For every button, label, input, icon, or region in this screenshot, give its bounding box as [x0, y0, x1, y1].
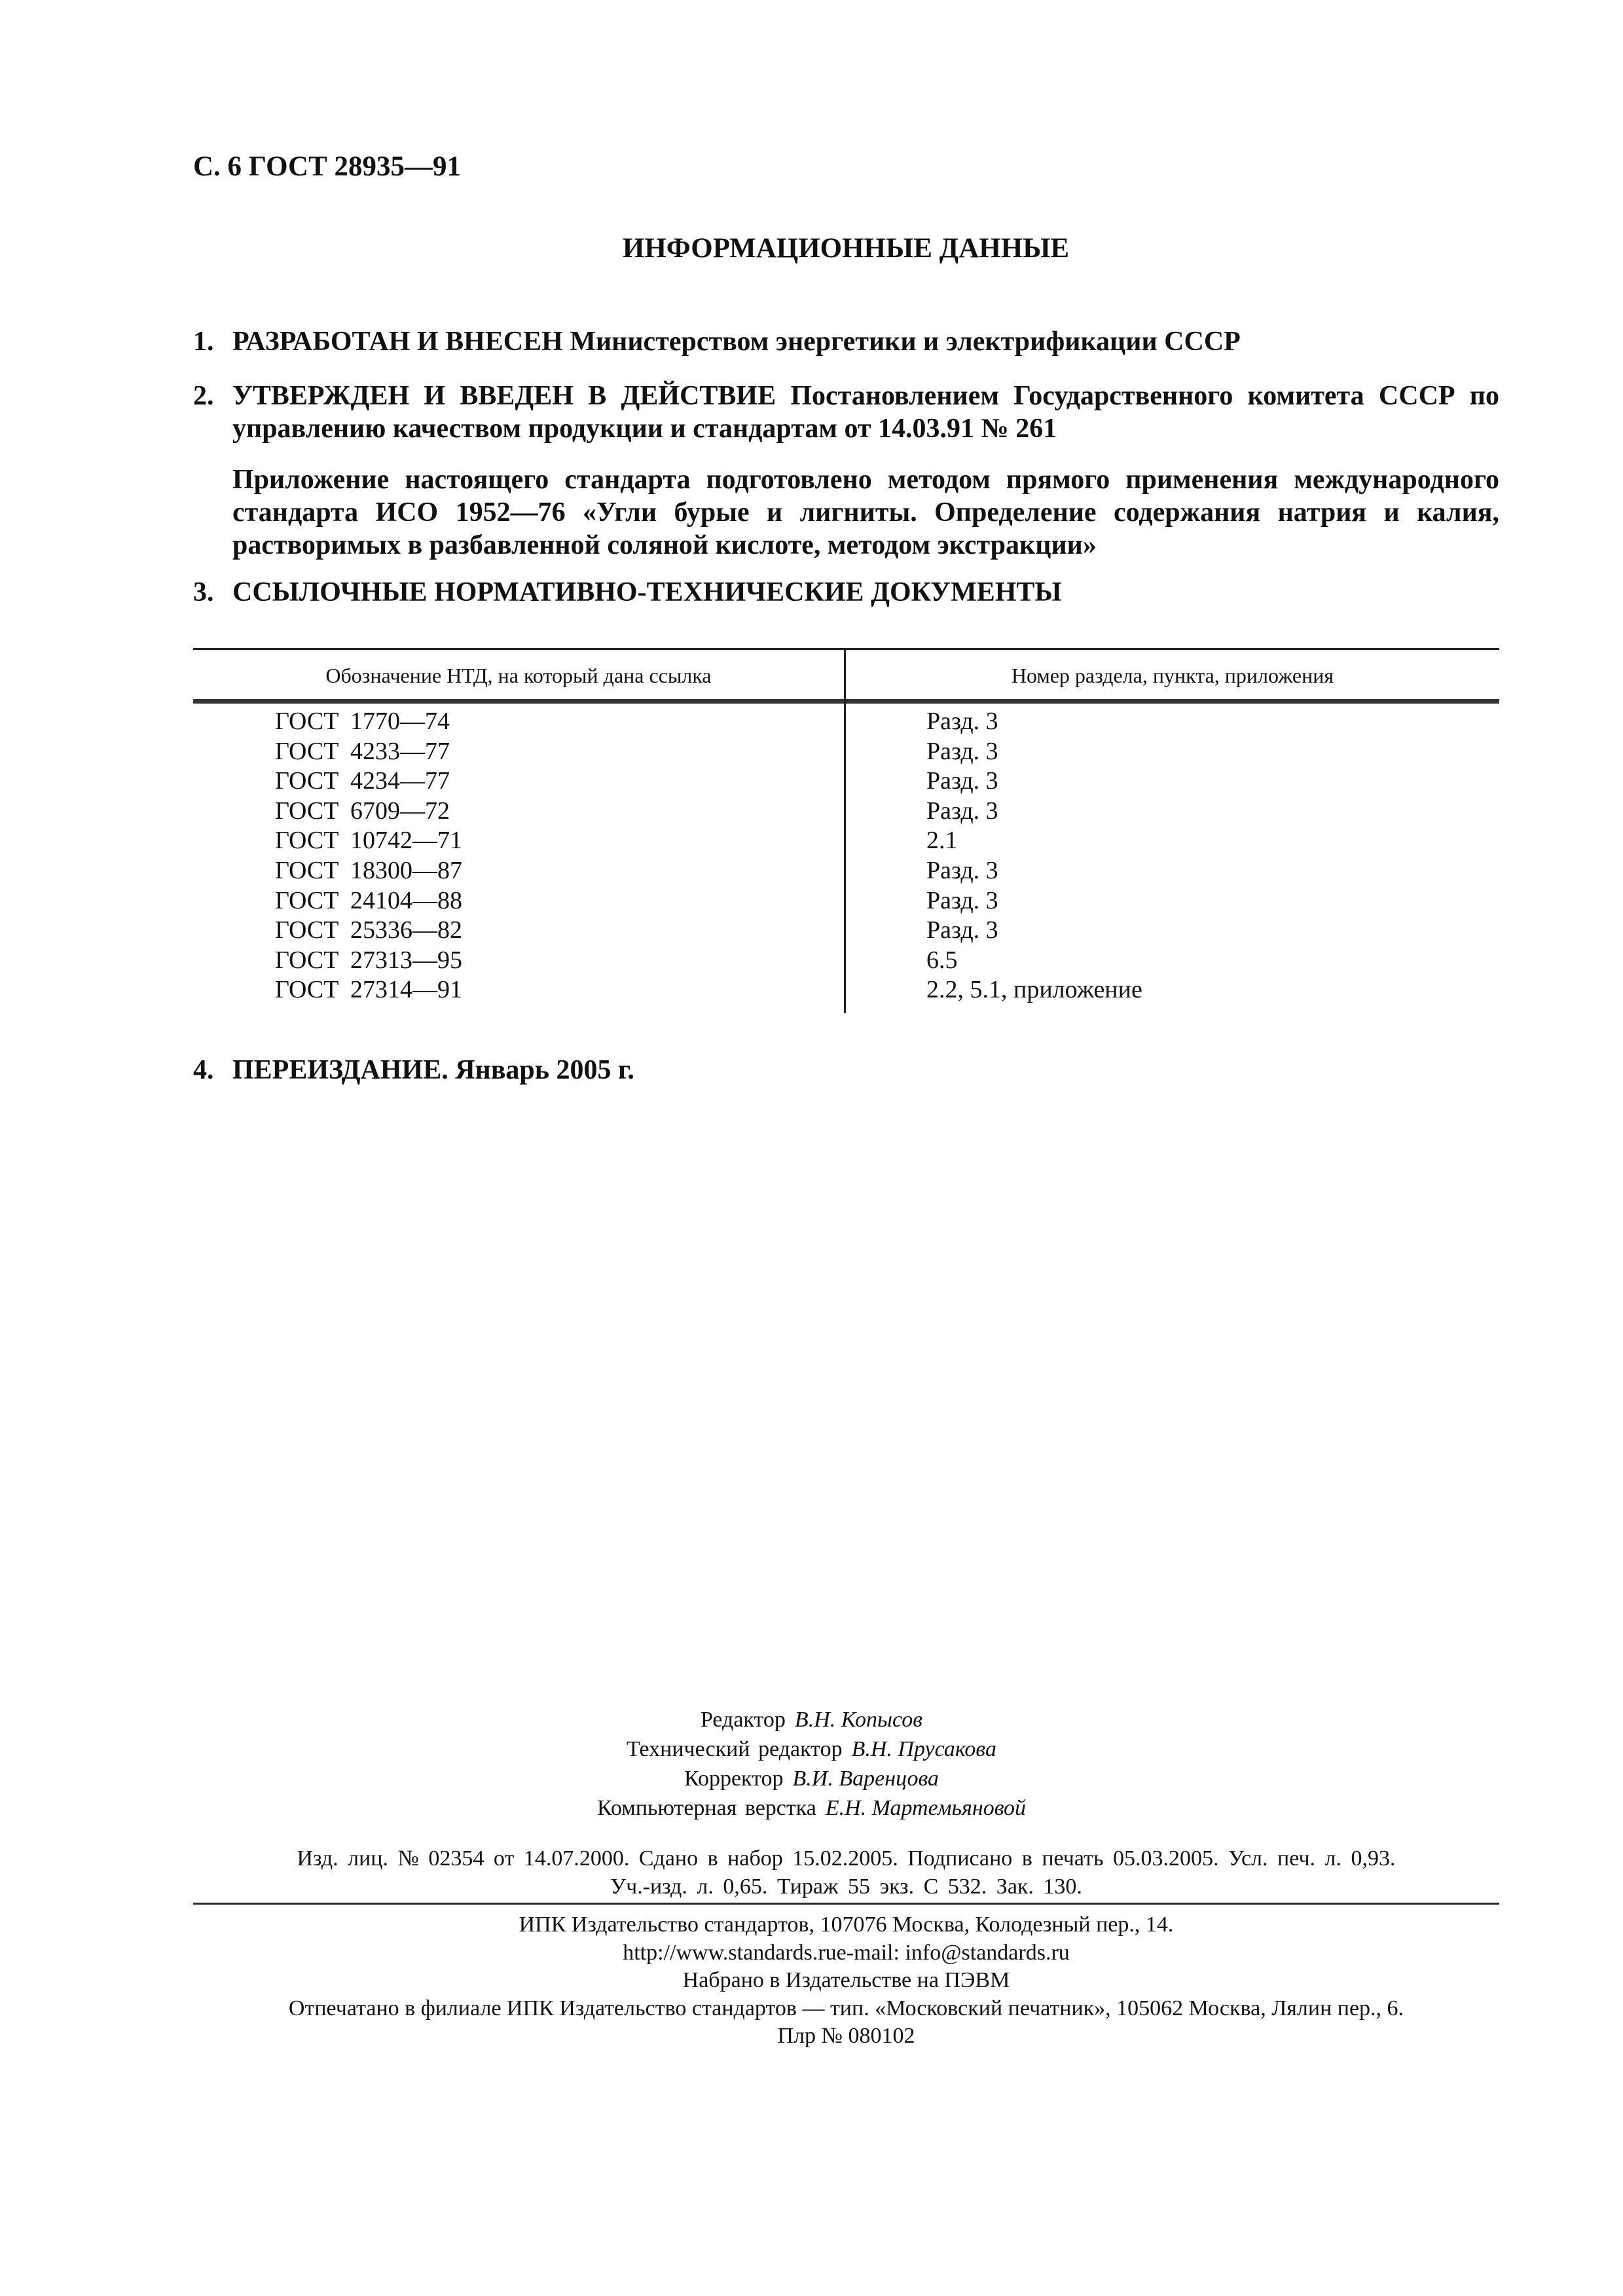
table-cell-section: Разд. 3 [926, 856, 998, 884]
appendix-note: Приложение настоящего стандарта подготовлено методом прямого применения международного стандарта ИСО 1952—76 «Угли бурые и лигниты. Определение содержания натрия и калия, растворимых в разбавленной соляной кислоте, методом экстракции» [232, 465, 1499, 560]
item-number: 4. [193, 1055, 214, 1085]
table-row [193, 856, 1499, 886]
table-cell-section: 2.1 [926, 827, 958, 855]
info-item-references [193, 576, 1503, 609]
credit-person: Е.Н. Мартемьяновой [825, 1796, 1027, 1820]
credit-line [0, 1764, 1623, 1793]
table-header-rule [193, 699, 1499, 704]
credit-line [0, 1734, 1623, 1764]
publication-info [193, 1844, 1499, 1901]
item-number: 3. [193, 577, 214, 607]
credit-role: Корректор [684, 1767, 784, 1791]
table-cell-document: ГОСТ 25336—82 [275, 916, 462, 944]
page-header: С. 6 ГОСТ 28935—91 [193, 151, 462, 182]
table-row [193, 797, 1499, 827]
printer-address: ИПК Издательство стандартов, 107076 Москва, Колодезный пер., 14. [519, 1912, 1174, 1937]
item-number: 2. [193, 381, 214, 411]
reference-table [193, 648, 1499, 1014]
printer-typeset-note: Набрано в Издательстве на ПЭВМ [682, 1968, 1010, 1992]
table-header-section: Номер раздела, пункта, приложения [1011, 664, 1334, 687]
info-item-developed [193, 325, 1503, 358]
pub-info-line: Изд. лиц. № 02354 от 14.07.2000. Сдано в набор 15.02.2005. Подписано в печать 05.03.2005. Усл. печ. л. 0,93. [297, 1846, 1396, 1871]
imprint-divider [193, 1903, 1499, 1905]
item-text: Постановлением Государственного комитета СССР по управлению качеством продукции и стандартам от 14.03.91 № 261 [232, 381, 1500, 444]
table-cell-section: Разд. 3 [926, 886, 998, 914]
info-item-approved [193, 380, 1503, 444]
table-row [193, 826, 1499, 856]
table-cell-document: ГОСТ 6709—72 [275, 797, 450, 825]
table-row [193, 766, 1499, 797]
item-heading: УТВЕРЖДЕН И ВВЕДЕН В ДЕЙСТВИЕ [232, 381, 776, 411]
table-header-document: Обозначение НТД, на который дана ссылка [325, 664, 712, 687]
table-top-rule [193, 648, 1499, 650]
printer-email-link[interactable]: e-mail: info@standards.ru [836, 1940, 1070, 1965]
item-text: Министерством энергетики и электрификации СССР [570, 327, 1241, 357]
table-cell-document: ГОСТ 4233—77 [275, 737, 450, 765]
table-cell-section: Разд. 3 [926, 708, 998, 735]
table-cell-document: ГОСТ 10742—71 [275, 827, 462, 855]
printer-contacts [193, 1939, 1499, 1967]
credit-line [0, 1793, 1623, 1823]
page-title: ИНФОРМАЦИОННЫЕ ДАННЫЕ [622, 233, 1070, 264]
credit-role: Компьютерная верстка [596, 1796, 816, 1820]
table-cell-section: Разд. 3 [926, 916, 998, 944]
table-row [193, 946, 1499, 976]
table-body [193, 707, 1499, 1005]
item-heading: ПЕРЕИЗДАНИЕ. [232, 1055, 448, 1085]
info-item-reissue [193, 1054, 1503, 1086]
credit-role: Технический редактор [627, 1737, 843, 1761]
printer-print-note: Отпечатано в филиале ИПК Издательство стандартов — тип. «Московский печатник», 105062 Москва, Лялин пер., 6. [288, 1996, 1404, 2020]
table-cell-section: Разд. 3 [926, 737, 998, 765]
table-cell-document: ГОСТ 1770—74 [275, 708, 450, 735]
credit-role: Редактор [700, 1708, 786, 1732]
table-row [193, 916, 1499, 946]
table-row [193, 737, 1499, 767]
printer-license: Плр № 080102 [777, 2024, 915, 2048]
pub-info-line: Уч.-изд. л. 0,65. Тираж 55 экз. С 532. Зак. 130. [610, 1874, 1082, 1899]
table-cell-document: ГОСТ 18300—87 [275, 856, 462, 884]
table-cell-document: ГОСТ 4234—77 [275, 767, 450, 795]
item-text: Январь 2005 г. [455, 1055, 634, 1085]
printer-info [193, 1911, 1499, 2051]
item-number: 1. [193, 327, 214, 357]
item-heading: РАЗРАБОТАН И ВНЕСЕН [232, 327, 563, 357]
table-cell-document: ГОСТ 24104—88 [275, 886, 462, 914]
table-row [193, 886, 1499, 916]
table-row [193, 975, 1499, 1005]
credit-person: В.Н. Копысов [794, 1708, 923, 1732]
credit-person: В.И. Варенцова [792, 1767, 939, 1791]
table-cell-document: ГОСТ 27314—91 [275, 976, 462, 1004]
item-text: ССЫЛОЧНЫЕ НОРМАТИВНО-ТЕХНИЧЕСКИЕ ДОКУМЕНТЫ [232, 577, 1062, 607]
credit-person: В.Н. Прусакова [851, 1737, 996, 1761]
editorial-credits [0, 1705, 1623, 1823]
credit-line [0, 1705, 1623, 1734]
table-cell-section: Разд. 3 [926, 767, 998, 795]
table-cell-document: ГОСТ 27313—95 [275, 946, 462, 974]
table-cell-section: Разд. 3 [926, 797, 998, 825]
table-cell-section: 2.2, 5.1, приложение [926, 976, 1142, 1004]
table-cell-section: 6.5 [926, 946, 958, 974]
printer-website-link[interactable]: http://www.standards.ru [623, 1940, 837, 1965]
table-row [193, 707, 1499, 737]
